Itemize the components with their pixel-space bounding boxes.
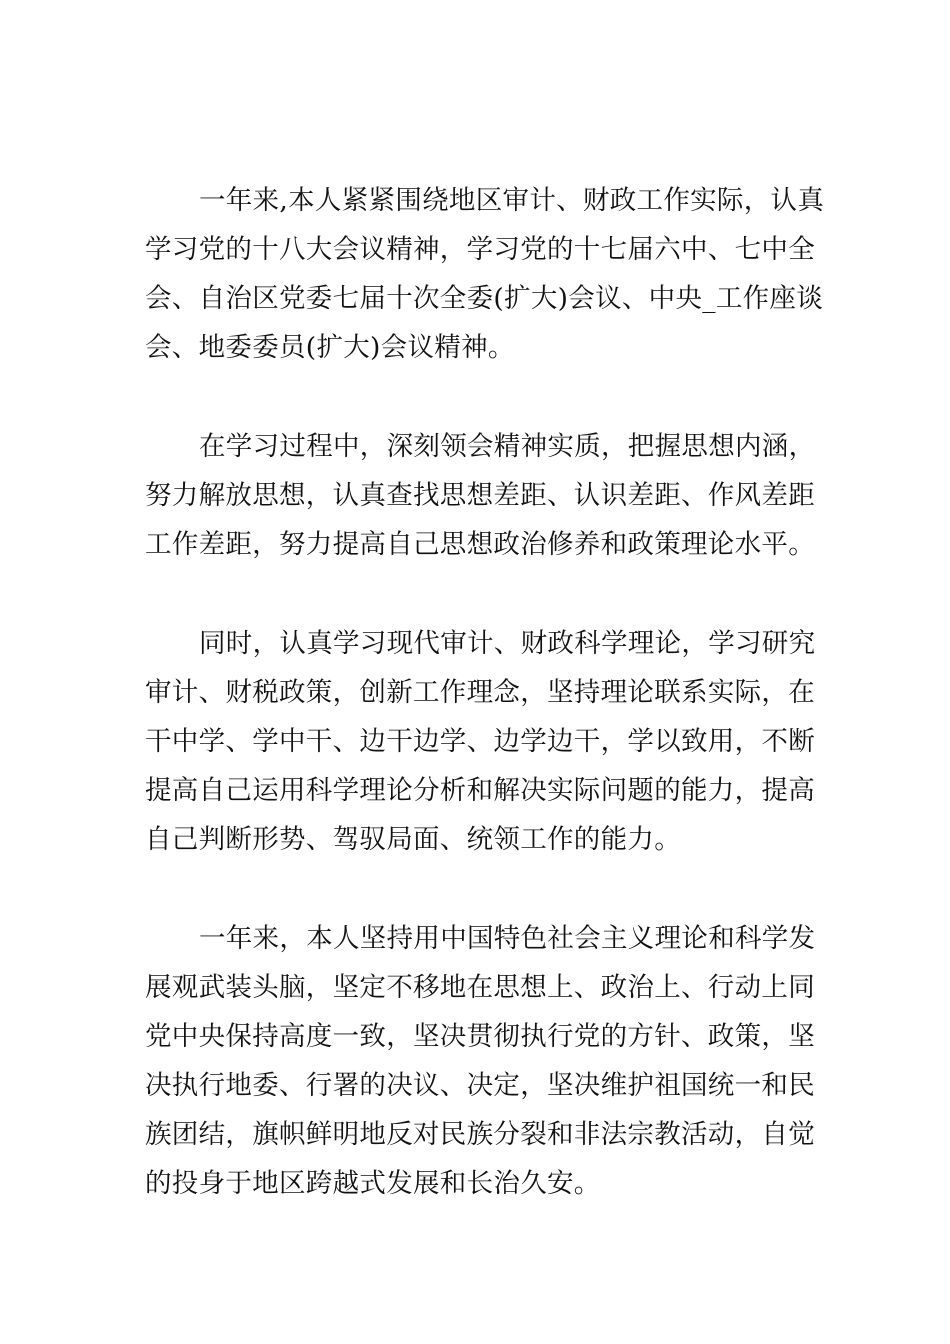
text-line: 学习党的十八大会议精神，学习党的十七届六中、七中全 — [145, 234, 815, 265]
paragraph-2 — [145, 422, 816, 569]
text-line: 工作差距，努力提高自己思想政治修养和政策理论水平。 — [145, 529, 815, 560]
text-line: 会、地委委员(扩大)会议精神。 — [145, 332, 515, 363]
document-body — [145, 176, 825, 1208]
text-line: 干中学、学中干、边干边学、边学边干，学以致用，不断 — [145, 726, 815, 757]
text-line: 努力解放思想，认真查找思想差距、认识差距、作风差距 — [145, 480, 815, 511]
text-line: 自己判断形势、驾驭局面、统领工作的能力。 — [145, 824, 681, 855]
paragraph-spacer — [145, 569, 810, 619]
text-line: 族团结，旗帜鲜明地反对民族分裂和非法宗教活动，自觉 — [145, 1119, 815, 1150]
text-line: 党中央保持高度一致，坚决贯彻执行党的方针、政策，坚 — [145, 1021, 815, 1052]
text-line: 提高自己运用科学理论分析和解决实际问题的能力，提高 — [145, 775, 815, 806]
text-line: 在学习过程中，深刻领会精神实质，把握思想内涵， — [199, 431, 816, 462]
paragraph-spacer — [145, 372, 810, 422]
paragraph-3 — [145, 619, 816, 864]
text-line: 展观武装头脑，坚定不移地在思想上、政治上、行动上同 — [145, 972, 815, 1003]
text-line: 一年来,本人紧紧围绕地区审计、财政工作实际，认真 — [199, 185, 825, 216]
paragraph-spacer — [145, 864, 810, 914]
text-line: 一年来，本人坚持用中国特色社会主义理论和科学发 — [199, 923, 816, 954]
text-line: 的投身于地区跨越式发展和长治久安。 — [145, 1168, 601, 1199]
paragraph-4 — [145, 914, 816, 1208]
text-line: 审计、财税政策，创新工作理念，坚持理论联系实际，在 — [145, 677, 815, 708]
text-line: 决执行地委、行署的决议、决定，坚决维护祖国统一和民 — [145, 1070, 815, 1101]
text-line: 同时，认真学习现代审计、财政科学理论，学习研究 — [199, 628, 816, 659]
paragraph-1 — [145, 176, 825, 372]
text-line: 会、自治区党委七届十次全委(扩大)会议、中央_工作座谈 — [145, 283, 824, 314]
